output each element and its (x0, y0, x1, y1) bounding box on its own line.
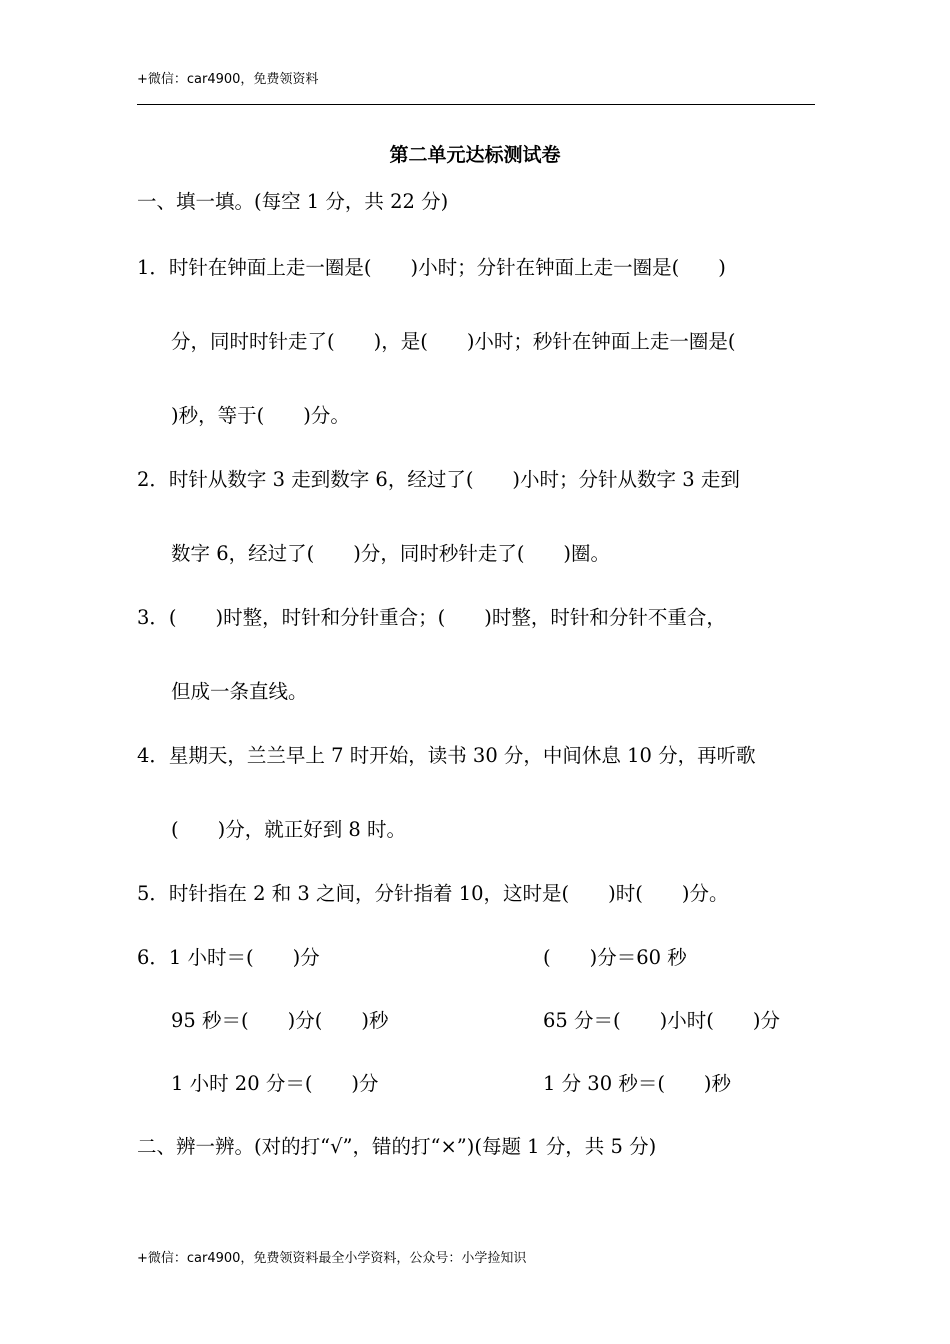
header-rule (137, 104, 815, 105)
question-6-row-1-right: ( )分＝60 秒 (543, 946, 687, 969)
question-1-line-3: )秒，等于( )分。 (171, 404, 350, 427)
page-title: 第二单元达标测试卷 (389, 144, 561, 166)
page-footer-text: +微信：car4900，免费领资料最全小学资料，公众号：小学捡知识 (137, 1251, 527, 1266)
question-5-line-1: 5．时针指在 2 和 3 之间，分针指着 10，这时是( )时( )分。 (137, 882, 729, 905)
question-4-line-1: 4．星期天，兰兰早上 7 时开始，读书 30 分，中间休息 10 分，再听歌 (137, 744, 756, 767)
section-2-heading: 二、辨一辨。(对的打“√”，错的打“×”)(每题 1 分，共 5 分) (137, 1135, 657, 1158)
question-3-line-1: 3．( )时整，时针和分针重合；( )时整，时针和分针不重合， (137, 606, 726, 629)
section-1-heading: 一、填一填。(每空 1 分，共 22 分) (137, 190, 449, 213)
page-header-text: +微信：car4900，免费领资料 (137, 72, 319, 87)
question-1-line-2: 分，同时时针走了( )，是( )小时；秒针在钟面上走一圈是( (171, 330, 736, 353)
question-4-line-2: ( )分，就正好到 8 时。 (171, 818, 407, 841)
question-2-line-2: 数字 6，经过了( )分，同时秒针走了( )圈。 (171, 542, 611, 565)
question-2-line-1: 2．时针从数字 3 走到数字 6，经过了( )小时；分针从数字 3 走到 (137, 468, 740, 491)
question-3-line-2: 但成一条直线。 (171, 680, 308, 703)
question-6-row-3-left: 1 小时 20 分＝( )分 (171, 1072, 379, 1095)
question-6-row-2-right: 65 分＝( )小时( )分 (543, 1009, 780, 1032)
question-6-row-1-left: 6．1 小时＝( )分 (137, 946, 320, 969)
question-6-row-3-right: 1 分 30 秒＝( )秒 (543, 1072, 732, 1095)
question-6-row-2-left: 95 秒＝( )分( )秒 (171, 1009, 389, 1032)
question-1-line-1: 1．时针在钟面上走一圈是( )小时；分针在钟面上走一圈是( ) (137, 256, 726, 279)
